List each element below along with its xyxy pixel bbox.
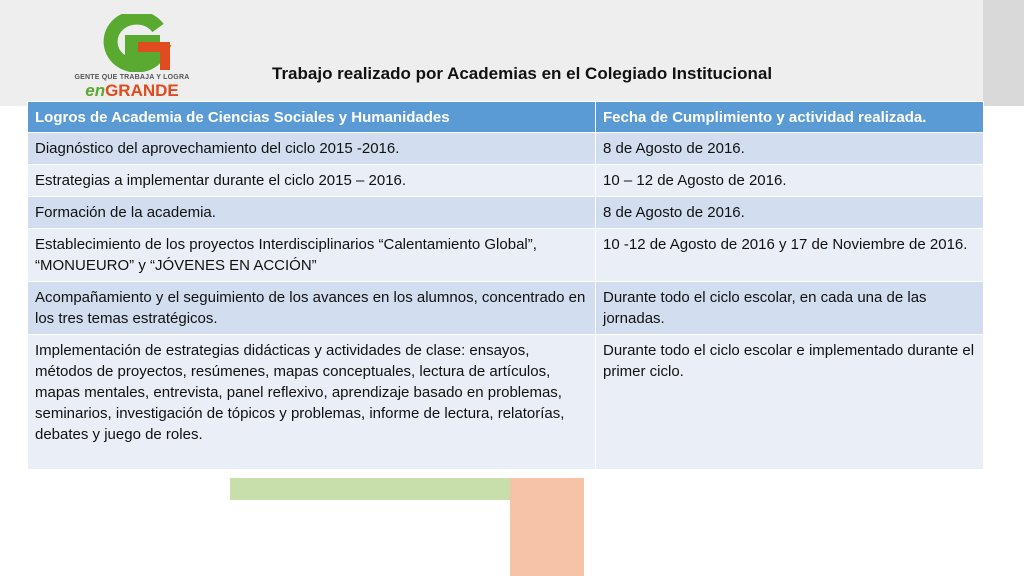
column-header-fecha: Fecha de Cumplimiento y actividad realizada. (596, 102, 984, 133)
table-cell-fecha: 8 de Agosto de 2016. (596, 133, 984, 165)
table-row (28, 133, 984, 165)
table-cell-logro: Establecimiento de los proyectos Interdisciplinarios “Calentamiento Global”, “MONUEURO” y “JÓVENES EN ACCIÓN” (28, 229, 596, 282)
table-cell-fecha: 10 – 12 de Agosto de 2016. (596, 165, 984, 197)
logo-wordmark-en: en (85, 81, 106, 100)
logo-tagline: GENTE QUE TRABAJA Y LOGRA (74, 74, 190, 81)
table-cell-logro: Formación de la academia. (28, 197, 596, 229)
table-cell-logro: Implementación de estrategias didácticas y actividades de clase: ensayos, métodos de proyectos, resúmenes, mapas conceptuales, lectura de artículos, mapas mentales, entrevista, panel reflexivo, aprendizaje basado en problemas, seminarios, investigación de tópicos y problemas, informe de lectura, relatorías, debates y juego de roles. (28, 335, 596, 470)
table-cell-fecha: Durante todo el ciclo escolar e implementado durante el primer ciclo. (596, 335, 984, 470)
table-cell-fecha: Durante todo el ciclo escolar, en cada una de las jornadas. (596, 282, 984, 335)
achievements-table (27, 101, 984, 470)
table-row (28, 229, 984, 282)
table-row (28, 197, 984, 229)
table-cell-logro: Acompañamiento y el seguimiento de los avances en los alumnos, concentrado en los tres temas estratégicos. (28, 282, 596, 335)
decorative-peach-bar (510, 478, 584, 576)
logo-wordmark (54, 82, 210, 100)
logo-wordmark-grande: GRANDE (105, 81, 179, 100)
table-row (28, 282, 984, 335)
table-cell-logro: Estrategias a implementar durante el ciclo 2015 – 2016. (28, 165, 596, 197)
column-header-logros: Logros de Academia de Ciencias Sociales y Humanidades (28, 102, 596, 133)
slide-title: Trabajo realizado por Academias en el Colegiado Institucional (272, 64, 773, 83)
table-cell-fecha: 8 de Agosto de 2016. (596, 197, 984, 229)
g-logo-icon (88, 14, 174, 72)
table-cell-logro: Diagnóstico del aprovechamiento del ciclo 2015 -2016. (28, 133, 596, 165)
table-header-row (28, 102, 984, 133)
gente-grande-logo (52, 14, 212, 100)
table-cell-fecha: 10 -12 de Agosto de 2016 y 17 de Noviembre de 2016. (596, 229, 984, 282)
table-row (28, 335, 984, 470)
header-band-accent (983, 0, 1024, 106)
table-row (28, 165, 984, 197)
